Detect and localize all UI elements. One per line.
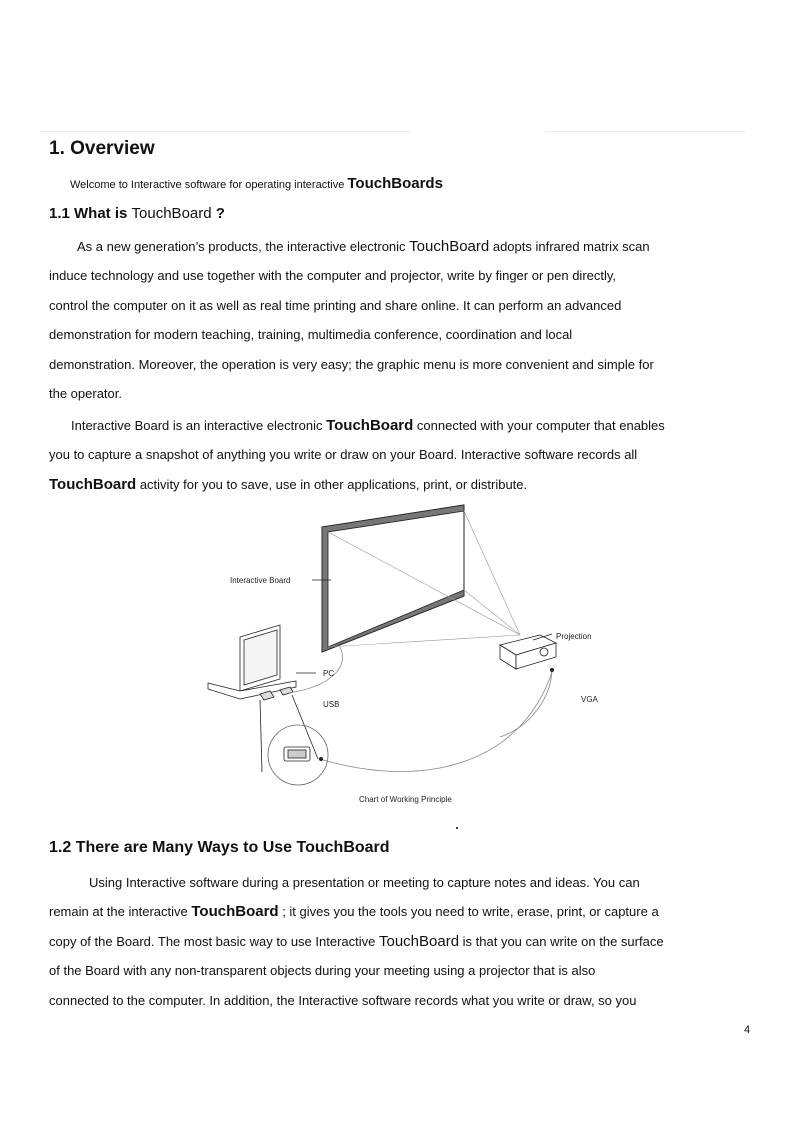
p1-line-2: induce technology and use together with the computer and projector, write by finger or pen directly, [49, 268, 617, 284]
p2-l3b: activity for you to save, use in other applications, print, or distribute. [136, 476, 528, 492]
p1-line-6: the operator. [49, 386, 122, 402]
section-1-1-paragraph-1 [49, 232, 769, 408]
top-rule-left [40, 131, 410, 132]
working-principle-diagram [200, 497, 620, 817]
p2-brand-1: TouchBoard [326, 417, 414, 434]
p2-line-1 [49, 411, 769, 440]
section-1-1-heading-prefix: 1.1 What is [49, 205, 132, 222]
s12-line-5: connected to the computer. In addition, the Interactive software records what you write or draw, so you [49, 992, 637, 1008]
section-1-2-paragraph [49, 868, 769, 1015]
label-usb: USB [323, 700, 340, 709]
section-1-1-paragraph-2 [49, 411, 769, 499]
s12-brand-1: TouchBoard [191, 903, 279, 921]
p1-l1c: adopts infrared matrix scan [489, 239, 650, 254]
diagram-caption: Chart of Working Principle [359, 795, 452, 804]
vga-cable-dot [550, 668, 554, 672]
overview-heading: 1. Overview [49, 138, 155, 159]
top-rule-right [545, 131, 745, 132]
projector-icon [500, 635, 556, 669]
s12-line-3 [49, 927, 769, 956]
section-1-1-heading-brand: TouchBoard [131, 205, 212, 222]
label-projection: Projection [556, 632, 592, 641]
p1-line-5: demonstration. Moreover, the operation is very easy; the graphic menu is more convenient and simple for [49, 356, 654, 372]
welcome-text: Welcome to Interactive software for operating interactive [70, 179, 348, 191]
section-1-2-heading-brand: TouchBoard [296, 839, 390, 856]
section-1-1-heading [49, 205, 225, 222]
section-1-2-heading-prefix: 1.2 There are Many Ways to Use [49, 839, 297, 856]
page-number: 4 [744, 1024, 751, 1036]
label-vga: VGA [581, 695, 598, 704]
section-1-1-heading-suffix: ? [211, 205, 225, 222]
p2-l1c: connected with your computer that enables [413, 418, 665, 433]
usb-cable-dot [319, 757, 323, 761]
welcome-line [70, 175, 443, 192]
s12-l3c: is that you can write on the surface [459, 933, 664, 949]
s12-l3a: copy of the Board. The most basic way to use Interactive [49, 933, 379, 949]
laptop-icon [208, 625, 296, 700]
interactive-board-illustration [322, 505, 464, 652]
s12-brand-2: TouchBoard [378, 932, 460, 950]
section-1-2-heading [49, 839, 390, 857]
p2-l1a: Interactive Board is an interactive electronic [71, 418, 327, 433]
p1-line-1 [49, 232, 769, 261]
p2-brand-2: TouchBoard [49, 475, 137, 493]
s12-line-2 [49, 897, 769, 926]
welcome-brand: TouchBoards [347, 175, 443, 192]
label-interactive-board: Interactive Board [230, 576, 291, 585]
usb-connector-closeup [260, 695, 328, 785]
p2-line-3 [49, 470, 769, 499]
s12-l2c: ; it gives you the tools you need to write, erase, print, or capture a [278, 904, 659, 920]
p1-line-3: control the computer on it as well as real time printing and share online. It can perform an advanced [49, 297, 622, 313]
stray-dot [456, 827, 458, 829]
s12-l2a: remain at the interactive [49, 904, 192, 920]
p1-brand: TouchBoard [409, 238, 490, 255]
s12-line-1: Using Interactive software during a presentation or meeting to capture notes and ideas. You can [89, 875, 640, 890]
p1-l1a: As a new generation’s products, the interactive electronic [77, 239, 410, 254]
label-pc: PC [323, 669, 335, 678]
p2-line-2: you to capture a snapshot of anything you write or draw on your Board. Interactive software records all [49, 447, 638, 463]
s12-line-4: of the Board with any non-transparent objects during your meeting using a projector that is also [49, 963, 596, 979]
p1-line-4: demonstration for modern teaching, training, multimedia conference, coordination and local [49, 327, 573, 343]
